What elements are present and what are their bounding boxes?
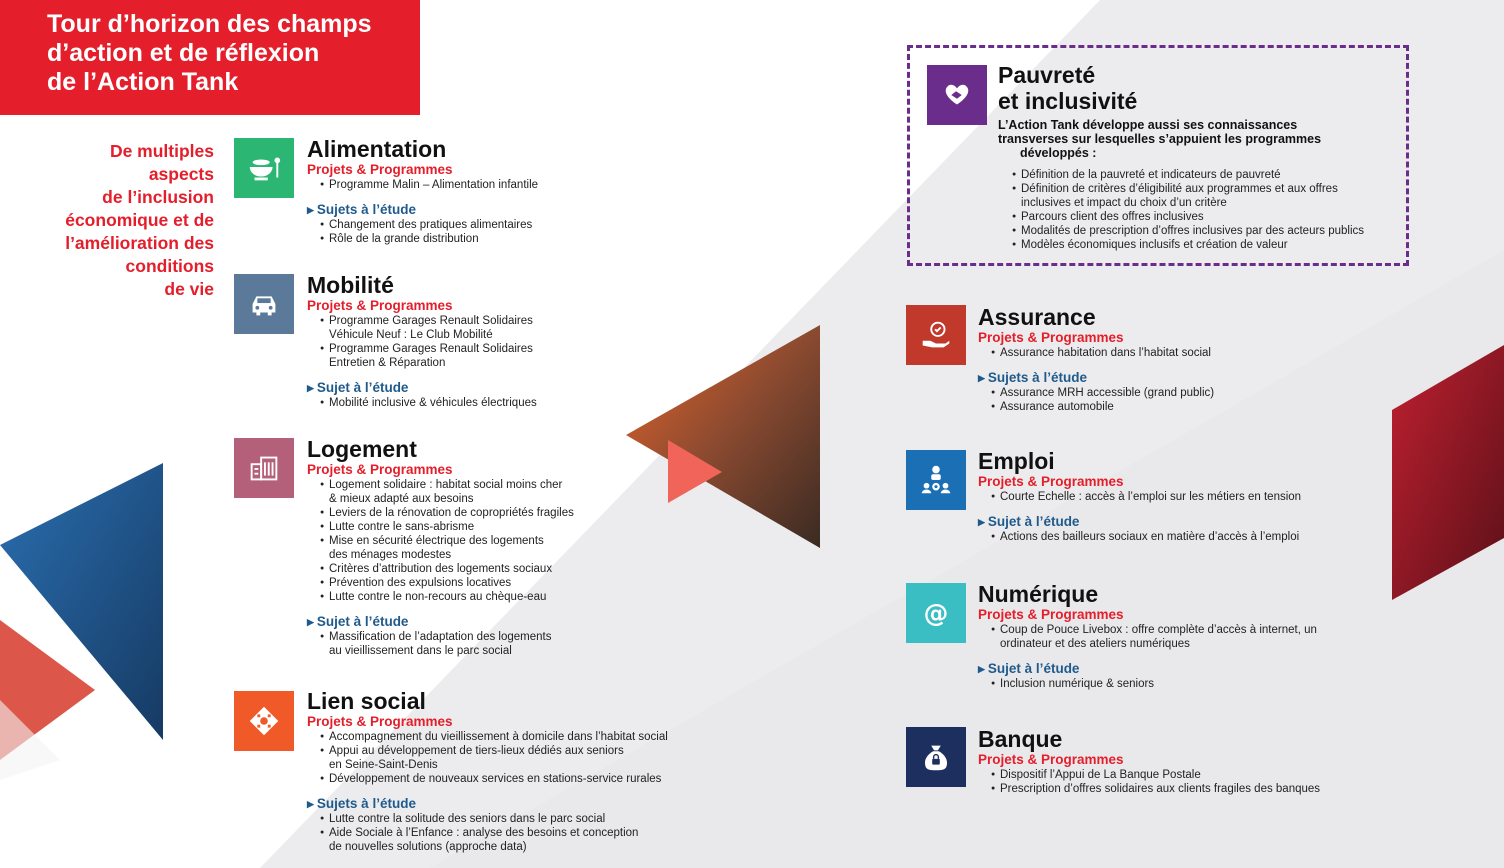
section-title: Pauvreté et inclusivité [998,62,1138,114]
list-item: ● Définition de critères d’éligibilité aux programmes et aux offres inclusives et impact du choix d’un critère [1012,182,1398,210]
at-sign-icon [906,583,966,643]
sujets-label: ▶ Sujet à l’étude [307,380,537,396]
title-line: d’action et de réflexion [47,39,320,67]
intro-line: aspects [148,164,214,184]
list-item: ● Lutte contre la solitude des seniors dans le parc social [320,812,668,826]
list-item: ● Courte Echelle : accès à l’emploi sur les métiers en tension [991,490,1301,504]
section-numerique [978,581,1317,691]
section-logement [307,436,574,658]
section-alimentation [307,136,538,246]
list-item: ● Modalités de prescription d’offres inclusives par des acteurs publics [1012,224,1398,238]
list-item: ● Lutte contre le sans-abrisme [320,520,574,534]
intro-line: de vie [164,279,214,299]
buildings-icon [234,438,294,498]
list-item: ● Mobilité inclusive & véhicules électriques [320,396,537,410]
list-item: ● Critères d’attribution des logements sociaux [320,562,574,576]
svg-text:@: @ [923,598,949,628]
title-line: Tour d’horizon des champs [47,10,372,38]
section-title: Banque [978,726,1063,752]
projets-label: Projets & Programmes [307,462,453,477]
list-item: ● Dispositif l’Appui de La Banque Postale [991,768,1320,782]
list-item: ● Prescription d’offres solidaires aux clients fragiles des banques [991,782,1320,796]
projets-label: Projets & Programmes [307,162,453,177]
title-line: de l’Action Tank [47,68,239,96]
sujets-label: ▶ Sujet à l’étude [978,661,1317,677]
list-item: ● Assurance habitation dans l’habitat social [991,346,1214,360]
list-item: ● Inclusion numérique & seniors [991,677,1317,691]
list-item: ● Changement des pratiques alimentaires [320,218,538,232]
section-description: L’Action Tank développe aussi ses connaissances transverses sur lesquelles s’appuient les programmes développés : [998,118,1322,160]
list-item: ● Modèles économiques inclusifs et création de valeur [1012,238,1398,252]
list-item: ● Programme Malin – Alimentation infantile [320,178,538,192]
social-link-icon [234,691,294,751]
list-item: ● Aide Sociale à l’Enfance : analyse des besoins et conception de nouvelles solutions (approche data) [320,826,668,854]
list-item: ● Logement solidaire : habitat social moins cher & mieux adapté aux besoins [320,478,574,506]
intro-line: conditions [125,256,214,276]
section-title: Alimentation [307,136,447,162]
sujets-label: ▶ Sujets à l’étude [307,796,668,812]
projets-label: Projets & Programmes [978,607,1124,622]
list-item: ● Actions des bailleurs sociaux en matière d’accès à l’emploi [991,530,1301,544]
section-title: Logement [307,436,417,462]
insurance-hand-icon [906,305,966,365]
section-assurance [978,304,1214,414]
section-title: Lien social [307,688,426,714]
list-item: ● Accompagnement du vieillissement à domicile dans l’habitat social [320,730,668,744]
projets-label: Projets & Programmes [978,474,1124,489]
section-title: Mobilité [307,272,394,298]
sujets-label: ▶ Sujet à l’étude [307,614,574,630]
heart-hands-icon [927,65,987,125]
list-item: ● Parcours client des offres inclusives [1012,210,1398,224]
intro-line: de l’inclusion [102,187,214,207]
list-item: ● Leviers de la rénovation de copropriétés fragiles [320,506,574,520]
section-emploi [978,448,1301,544]
section-title: Emploi [978,448,1055,474]
list-item: ● Programme Garages Renault Solidaires Entretien & Réparation [320,342,537,370]
intro-line: économique et de [65,210,214,230]
sujets-label: ▶ Sujet à l’étude [978,514,1301,530]
intro-text [20,140,214,301]
projets-label: Projets & Programmes [978,752,1124,767]
projets-label: Projets & Programmes [978,330,1124,345]
main-title-box [0,0,420,115]
list-item: ● Coup de Pouce Livebox : offre complète d’accès à internet, un ordinateur et des ateliers numériques [991,623,1317,651]
list-item: ● Développement de nouveaux services en stations-service rurales [320,772,668,786]
intro-line: l’amélioration des [65,233,214,253]
sujets-label: ▶ Sujets à l’étude [978,370,1214,386]
section-banque [978,726,1320,796]
list-item: ● Rôle de la grande distribution [320,232,538,246]
food-bowl-icon [234,138,294,198]
intro-line: De multiples [109,141,214,161]
section-lien-social [307,688,668,854]
list-item: ● Définition de la pauvreté et indicateurs de pauvreté [1012,168,1398,182]
section-title: Numérique [978,581,1099,607]
section-mobilite [307,272,537,410]
section-title: Assurance [978,304,1096,330]
list-item: ● Mise en sécurité électrique des logements des ménages modestes [320,534,574,562]
section-pauvrete [998,62,1398,252]
list-item: ● Appui au développement de tiers-lieux dédiés aux seniors en Seine-Saint-Denis [320,744,668,772]
sujets-label: ▶ Sujets à l’étude [307,202,538,218]
list-item: ● Programme Garages Renault Solidaires Véhicule Neuf : Le Club Mobilité [320,314,537,342]
car-icon [234,274,294,334]
list-item: ● Prévention des expulsions locatives [320,576,574,590]
employment-icon [906,450,966,510]
list-item: ● Assurance MRH accessible (grand public) [991,386,1214,400]
list-item: ● Massification de l’adaptation des logements au vieillissement dans le parc social [320,630,574,658]
money-bag-icon [906,727,966,787]
projets-label: Projets & Programmes [307,714,453,729]
list-item: ● Lutte contre le non-recours au chèque-eau [320,590,574,604]
projets-label: Projets & Programmes [307,298,453,313]
list-item: ● Assurance automobile [991,400,1214,414]
